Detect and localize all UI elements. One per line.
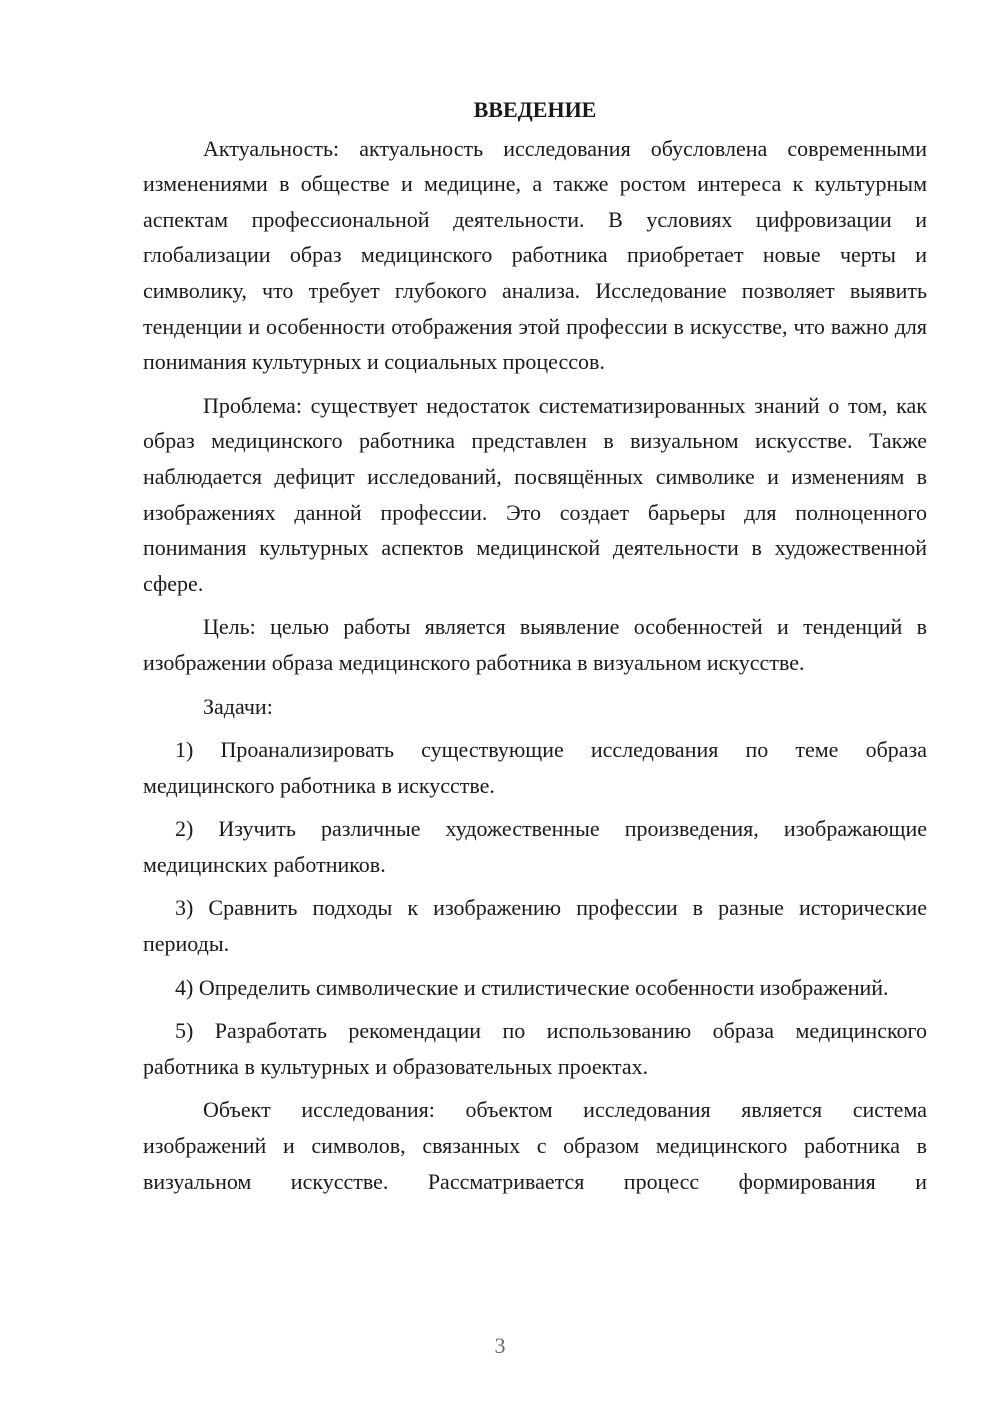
task-item-2: 2) Изучить различные художественные произведения, изображающие медицинских работников. xyxy=(143,816,927,877)
task-item-3: 3) Сравнить подходы к изображению профессии в разные исторические периоды. xyxy=(143,895,927,957)
tasks-heading: Задачи: xyxy=(203,693,273,719)
problem-paragraph: Проблема: существует недостаток систематизированных знаний о том, как образ медицинского работника представлен в визуальном искусстве. Также наблюдается дефицит исследований, посвящённых символике и изменениям в изображениях данной профессии. Это создает барьеры для полноценного понимания культурных аспектов медицинской деятельности в художественной сфере. xyxy=(143,392,927,596)
goal-paragraph: Цель: целью работы является выявление особенностей и тенденций в изображении образа медицинского работника в визуальном искусстве. xyxy=(143,614,927,675)
section-heading: ВВЕДЕНИЕ xyxy=(473,97,597,122)
document-body xyxy=(143,92,927,1199)
object-paragraph: Объект исследования: объектом исследования является система изображений и символов, связанных с образом медицинского работника в визуальном искусстве. Рассматривается процесс формирования и xyxy=(143,1097,927,1194)
page-number: 3 xyxy=(494,1333,506,1358)
task-item-1: 1) Проанализировать существующие исследования по теме образа медицинского работника в искусстве. xyxy=(143,737,927,798)
task-item-4: 4) Определить символические и стилистические особенности изображений. xyxy=(175,974,889,1000)
task-item-5: 5) Разработать рекомендации по использованию образа медицинского работника в культурных и образовательных проектах. xyxy=(143,1018,927,1079)
relevance-paragraph: Актуальность: актуальность исследования обусловлена современными изменениями в обществе и медицине, а также ростом интереса к культурным аспектам профессиональной деятельности. В условиях цифровизации и глобализации образ медицинского работника приобретает новые черты и символику, что требует глубокого анализа. Исследование позволяет выявить тенденции и особенности отображения этой профессии в искусстве, что важно для понимания культурных и социальных процессов. xyxy=(143,135,927,375)
